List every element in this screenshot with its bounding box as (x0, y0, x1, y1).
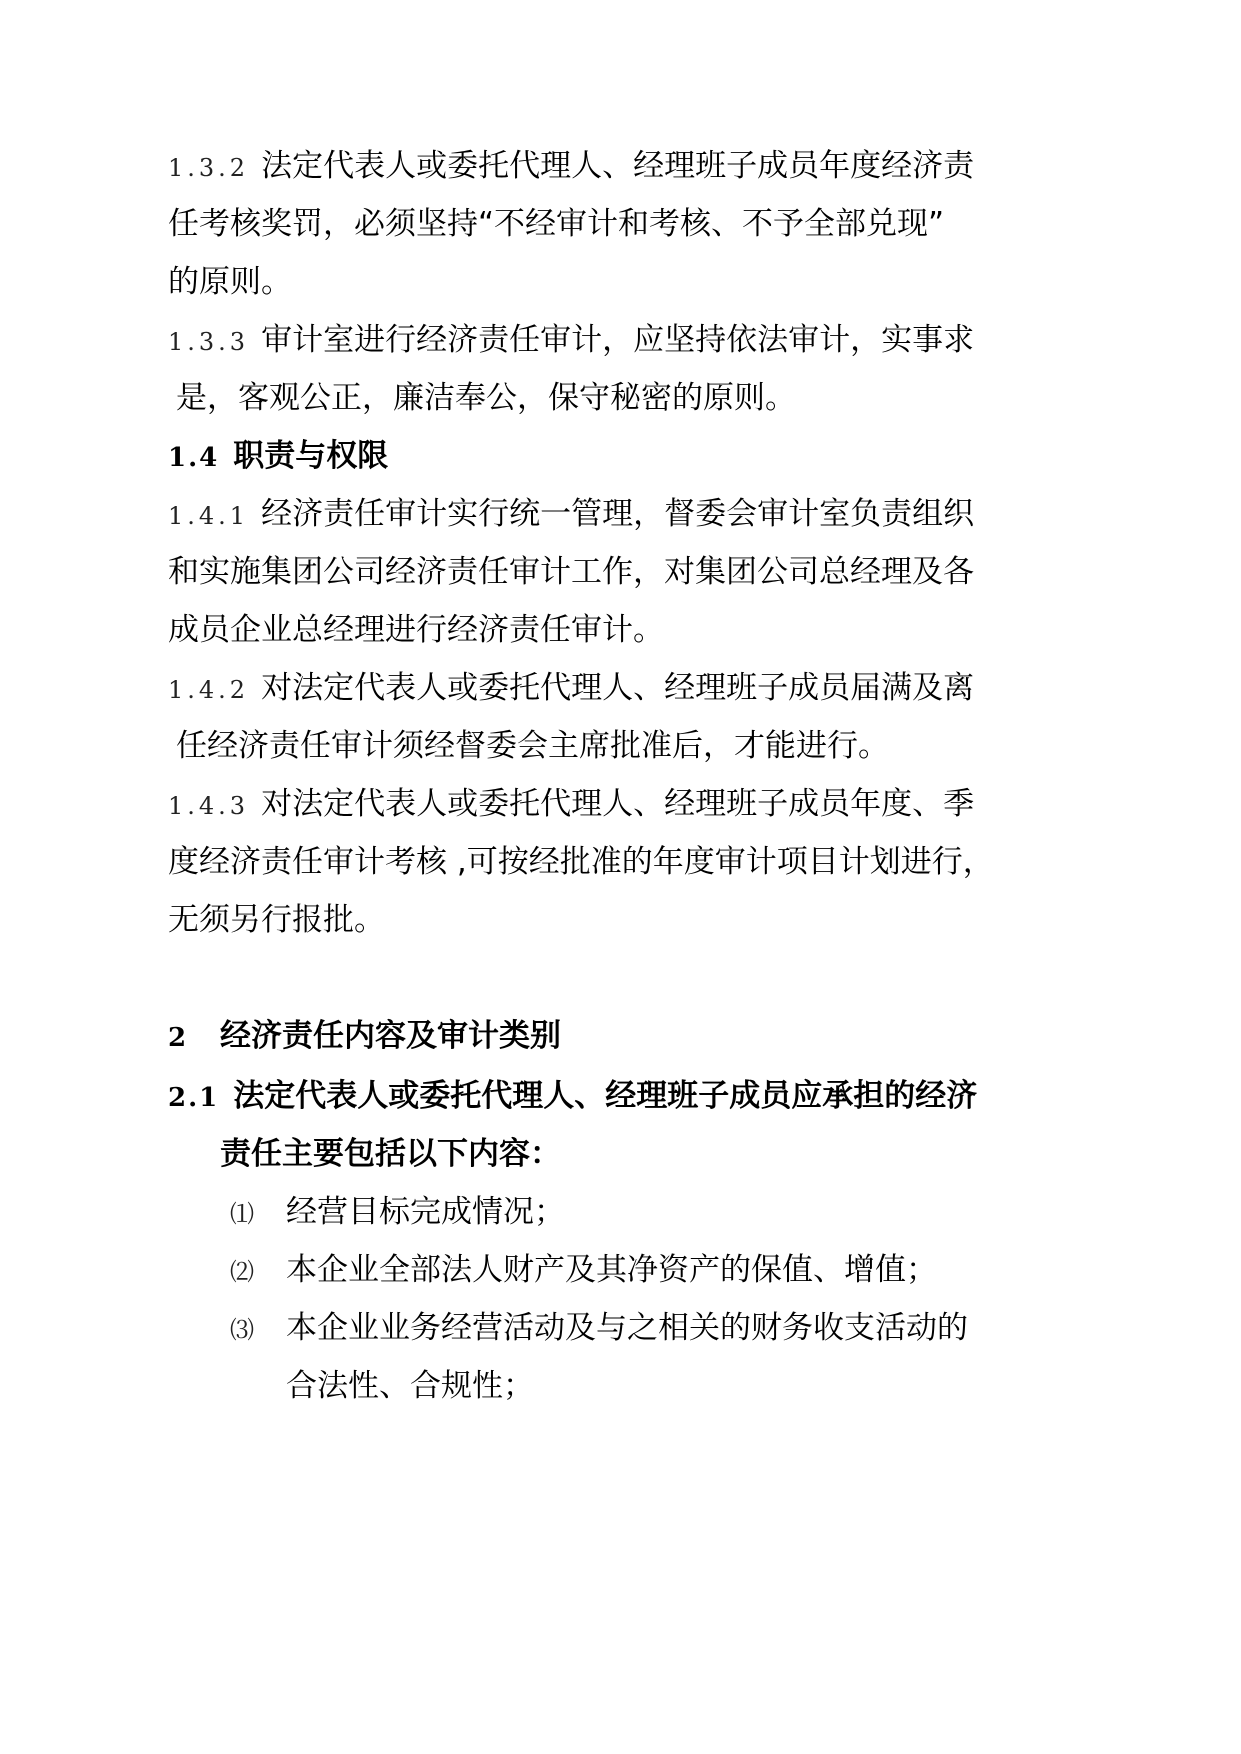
heading-2 (168, 1016, 561, 1058)
list-item-text: 合法性、合规性； (286, 1368, 534, 1404)
paragraph-text: 对法定代表人或委托代理人、经理班子成员届满及离 (261, 670, 975, 706)
list-item-number: ⑴ (230, 1200, 254, 1228)
list-item-text: 本企业业务经营活动及与之相关的财务收支活动的 (286, 1310, 968, 1346)
heading-title: 经济责任内容及审计类别 (220, 1018, 561, 1054)
heading-2-1-line-2 (220, 1134, 561, 1174)
list-item-number: ⑵ (230, 1258, 254, 1286)
list-item-1 (230, 1192, 565, 1234)
section-number: 1.3.2 (168, 154, 250, 182)
list-item-text: 本企业全部法人财产及其净资产的保值、增值； (286, 1252, 937, 1288)
paragraph-text: 和实施集团公司经济责任审计工作，对集团公司总经理及各 (168, 554, 974, 590)
list-item-text: 经营目标完成情况； (286, 1194, 565, 1230)
section-number: 1.4 (168, 443, 220, 473)
paragraph-1-4-1-line-2 (168, 552, 974, 592)
list-item-number: ⑶ (230, 1316, 254, 1344)
heading-1-4 (168, 436, 388, 478)
section-number: 2.1 (168, 1083, 220, 1113)
paragraph-1-4-3-line-1 (168, 784, 974, 826)
heading-2-1-line-1 (168, 1076, 977, 1118)
section-number: 1.4.1 (168, 502, 250, 530)
paragraph-text: 的原则。 (168, 264, 292, 300)
list-item-3-line-2 (286, 1366, 534, 1406)
paragraph-text: 是，客观公正，廉洁奉公，保守秘密的原则。 (176, 380, 796, 416)
paragraph-text: 成员企业总经理进行经济责任审计。 (168, 612, 664, 648)
section-number: 1.4.2 (168, 676, 250, 704)
paragraph-text: 经济责任审计实行统一管理，督委会审计室负责组织 (261, 496, 975, 532)
paragraph-text: 对法定代表人或委托代理人、经理班子成员年度、季 (261, 786, 975, 822)
list-item-2 (230, 1250, 937, 1292)
paragraph-text: 任考核奖罚，必须坚持“不经审计和考核、不予全部兑现” (168, 206, 945, 242)
paragraph-1-4-3-line-2 (168, 842, 994, 882)
paragraph-1-4-2-line-2 (176, 726, 889, 766)
paragraph-text: 无须另行报批。 (168, 902, 385, 938)
section-number: 2 (168, 1023, 189, 1053)
paragraph-text: 审计室进行经济责任审计，应坚持依法审计，实事求 (261, 322, 975, 358)
heading-title: 责任主要包括以下内容： (220, 1136, 561, 1172)
paragraph-text: 度经济责任审计考核 ,可按经批准的年度审计项目计划进行， (168, 844, 994, 880)
section-number: 1.4.3 (168, 792, 250, 820)
heading-title: 职责与权限 (233, 438, 389, 474)
paragraph-1-3-2-line-2 (168, 204, 944, 244)
paragraph-1-3-3-line-1 (168, 320, 974, 362)
paragraph-text: 法定代表人或委托代理人、经理班子成员年度经济责 (261, 148, 975, 184)
paragraph-1-3-2-line-3 (168, 262, 292, 302)
paragraph-1-3-3-line-2 (176, 378, 796, 418)
list-item-3 (230, 1308, 968, 1350)
paragraph-1-3-2-line-1 (168, 146, 974, 188)
heading-title: 法定代表人或委托代理人、经理班子成员应承担的经济 (233, 1078, 978, 1114)
paragraph-1-4-2-line-1 (168, 668, 974, 710)
paragraph-1-4-1-line-3 (168, 610, 664, 650)
section-number: 1.3.3 (168, 328, 250, 356)
paragraph-1-4-1-line-1 (168, 494, 974, 536)
paragraph-text: 任经济责任审计须经督委会主席批准后，才能进行。 (176, 728, 889, 764)
paragraph-1-4-3-line-3 (168, 900, 385, 940)
